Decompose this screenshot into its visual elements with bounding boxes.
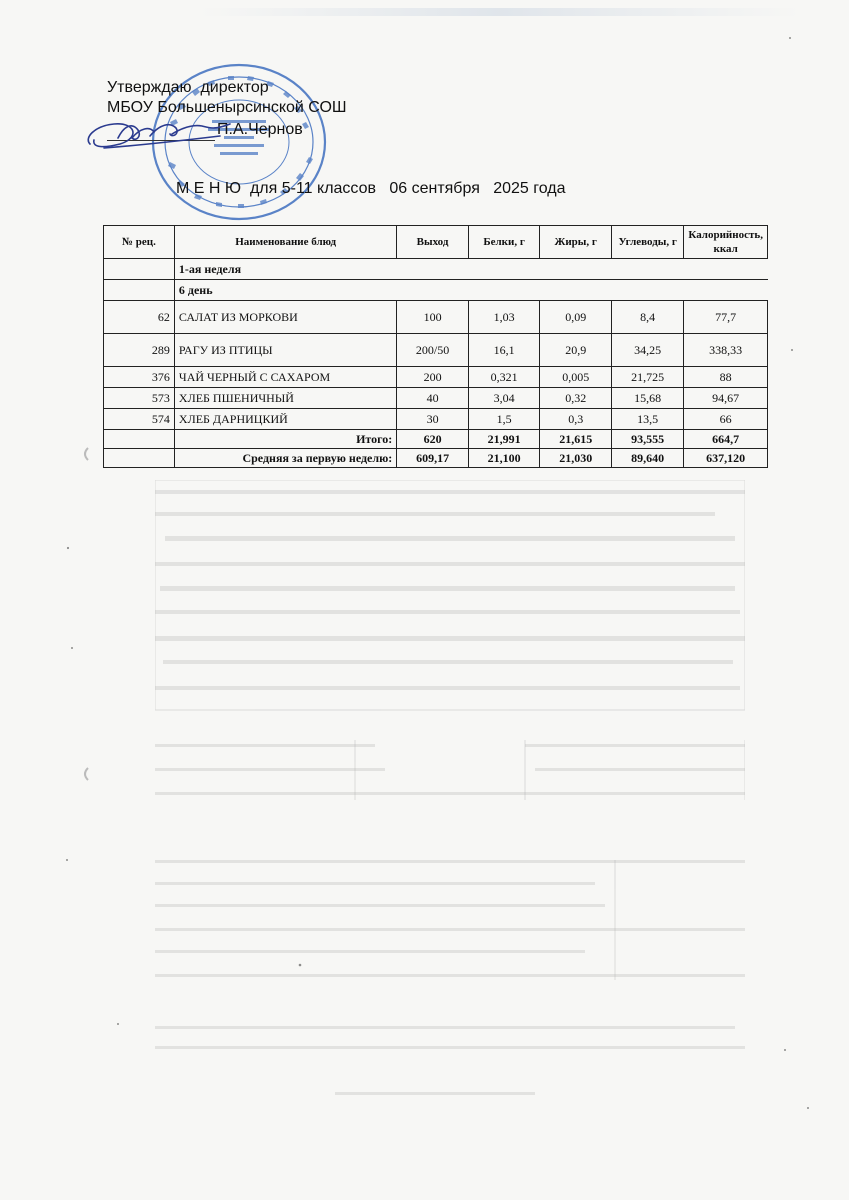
dish-name: РАГУ ИЗ ПТИЦЫ bbox=[174, 334, 396, 367]
average-calories: 637,120 bbox=[684, 449, 768, 468]
week-row bbox=[104, 259, 768, 280]
dish-proteins: 16,1 bbox=[468, 334, 540, 367]
dish-fats: 0,32 bbox=[540, 388, 612, 409]
total-output: 620 bbox=[397, 430, 469, 449]
recipe-number: 573 bbox=[104, 388, 175, 409]
dish-name: САЛАТ ИЗ МОРКОВИ bbox=[174, 301, 396, 334]
table-row bbox=[104, 334, 768, 367]
signature bbox=[80, 108, 240, 168]
total-carbs: 93,555 bbox=[611, 430, 683, 449]
total-proteins: 21,991 bbox=[468, 430, 540, 449]
table-row bbox=[104, 409, 768, 430]
dish-carbs: 15,68 bbox=[611, 388, 683, 409]
average-proteins: 21,100 bbox=[468, 449, 540, 468]
header-fats: Жиры, г bbox=[540, 226, 612, 259]
menu-table bbox=[103, 225, 768, 468]
average-row bbox=[104, 449, 768, 468]
header-output: Выход bbox=[397, 226, 469, 259]
dish-proteins: 1,5 bbox=[468, 409, 540, 430]
dish-output: 200/50 bbox=[397, 334, 469, 367]
header-calories: Калорийность, ккал bbox=[684, 226, 768, 259]
director-name: П.А.Чернов bbox=[217, 121, 303, 138]
header-proteins: Белки, г bbox=[468, 226, 540, 259]
table-row bbox=[104, 367, 768, 388]
approval-title: Утверждаю директор bbox=[107, 79, 269, 96]
school-name: МБОУ Большенырсинской СОШ bbox=[107, 99, 347, 116]
dish-proteins: 0,321 bbox=[468, 367, 540, 388]
dish-output: 30 bbox=[397, 409, 469, 430]
table-row bbox=[104, 388, 768, 409]
recipe-number: 376 bbox=[104, 367, 175, 388]
dish-carbs: 34,25 bbox=[611, 334, 683, 367]
recipe-number: 574 bbox=[104, 409, 175, 430]
table-row bbox=[104, 301, 768, 334]
dish-proteins: 1,03 bbox=[468, 301, 540, 334]
dish-carbs: 13,5 bbox=[611, 409, 683, 430]
dish-calories: 94,67 bbox=[684, 388, 768, 409]
recipe-number: 62 bbox=[104, 301, 175, 334]
average-row-blank bbox=[104, 449, 175, 468]
total-calories: 664,7 bbox=[684, 430, 768, 449]
dish-proteins: 3,04 bbox=[468, 388, 540, 409]
dish-fats: 20,9 bbox=[540, 334, 612, 367]
total-label: Итого: bbox=[174, 430, 396, 449]
dish-fats: 0,005 bbox=[540, 367, 612, 388]
total-fats: 21,615 bbox=[540, 430, 612, 449]
average-output: 609,17 bbox=[397, 449, 469, 468]
dish-calories: 66 bbox=[684, 409, 768, 430]
dish-calories: 88 bbox=[684, 367, 768, 388]
dish-carbs: 8,4 bbox=[611, 301, 683, 334]
dish-carbs: 21,725 bbox=[611, 367, 683, 388]
menu-title: М Е Н Ю для 5-11 классов 06 сентября 2025 года bbox=[176, 180, 566, 197]
header-dish-name: Наименование блюд bbox=[174, 226, 396, 259]
header-carbs: Углеводы, г bbox=[611, 226, 683, 259]
week-row-blank bbox=[104, 259, 175, 280]
dish-calories: 77,7 bbox=[684, 301, 768, 334]
header-recipe-number: № рец. bbox=[104, 226, 175, 259]
dish-output: 100 bbox=[397, 301, 469, 334]
total-row-blank bbox=[104, 430, 175, 449]
dish-name: ХЛЕБ ДАРНИЦКИЙ bbox=[174, 409, 396, 430]
average-label: Средняя за первую неделю: bbox=[174, 449, 396, 468]
dish-output: 200 bbox=[397, 367, 469, 388]
day-row bbox=[104, 280, 768, 301]
dish-fats: 0,09 bbox=[540, 301, 612, 334]
dish-calories: 338,33 bbox=[684, 334, 768, 367]
total-row bbox=[104, 430, 768, 449]
dish-fats: 0,3 bbox=[540, 409, 612, 430]
average-fats: 21,030 bbox=[540, 449, 612, 468]
week-label: 1-ая неделя bbox=[174, 259, 767, 280]
recipe-number: 289 bbox=[104, 334, 175, 367]
day-label: 6 день bbox=[174, 280, 767, 301]
dish-output: 40 bbox=[397, 388, 469, 409]
dish-name: ХЛЕБ ПШЕНИЧНЫЙ bbox=[174, 388, 396, 409]
average-carbs: 89,640 bbox=[611, 449, 683, 468]
table-header-row bbox=[104, 226, 768, 259]
day-row-blank bbox=[104, 280, 175, 301]
dish-name: ЧАЙ ЧЕРНЫЙ С САХАРОМ bbox=[174, 367, 396, 388]
